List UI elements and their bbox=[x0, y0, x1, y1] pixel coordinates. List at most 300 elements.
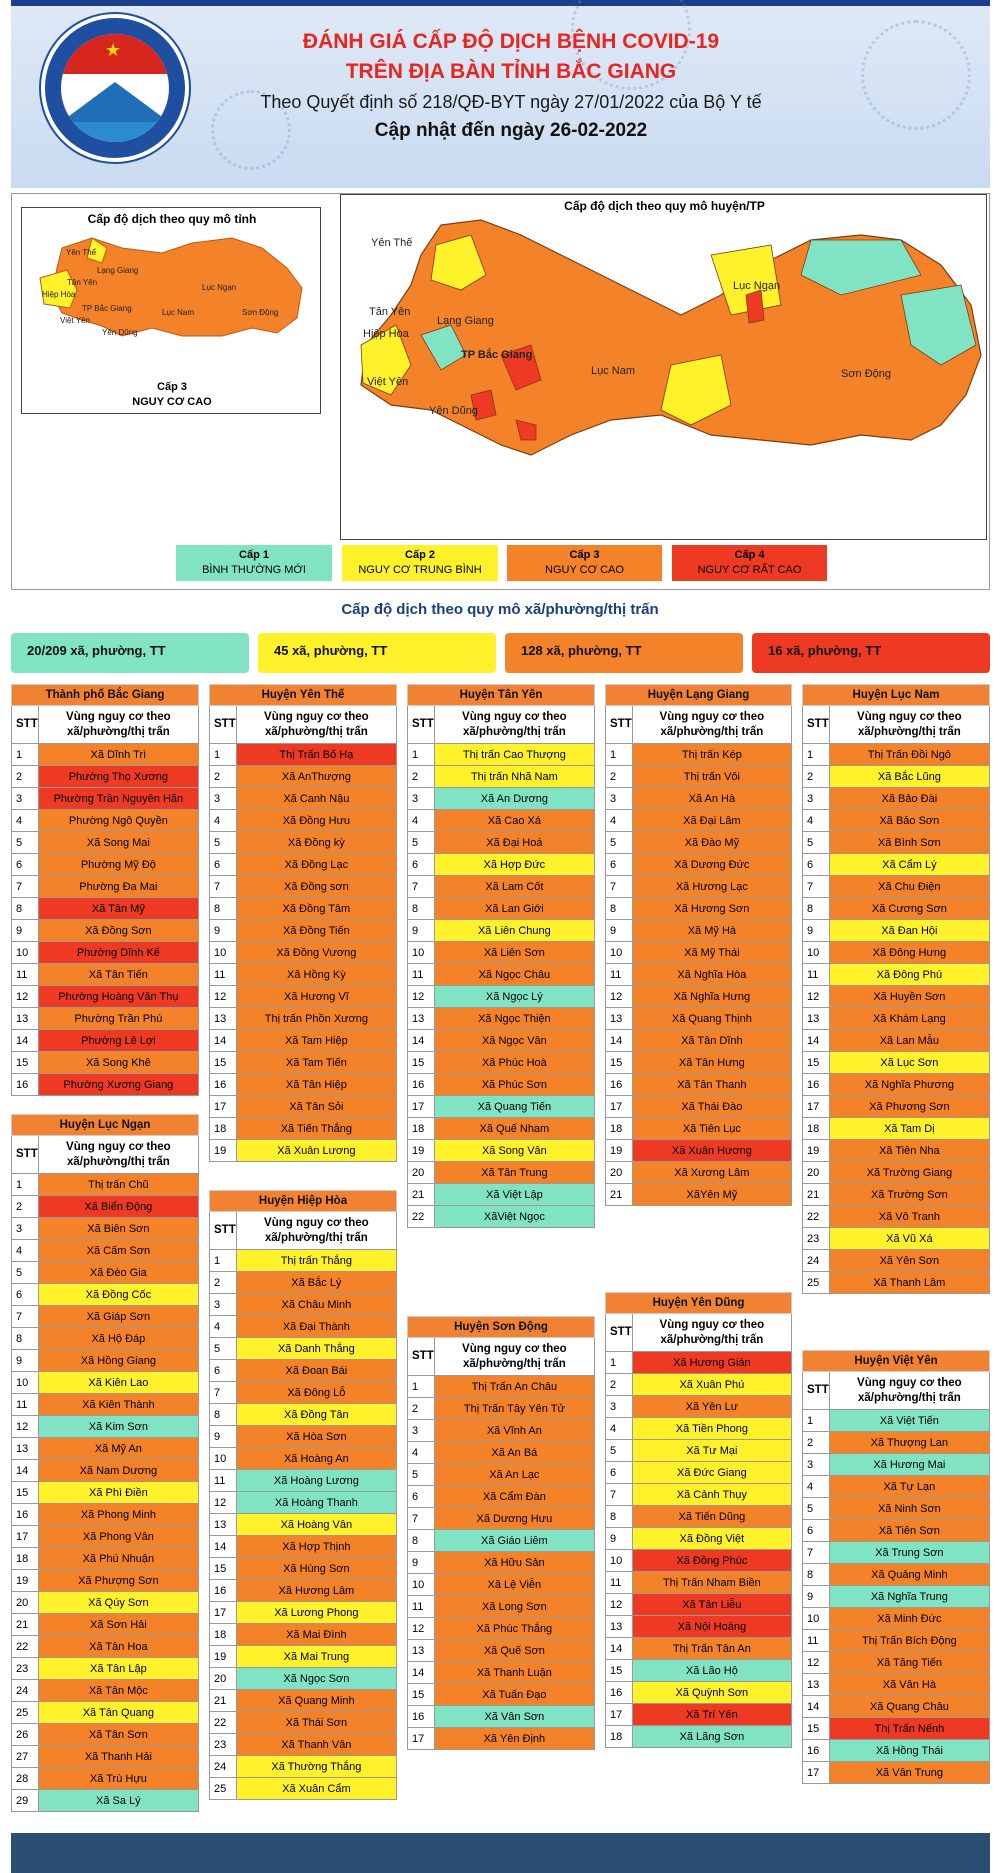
commune-name: Xã Đồng Tâm bbox=[236, 898, 396, 920]
commune-name: Xã Qúy Sơn bbox=[38, 1592, 198, 1614]
commune-name: Xã Phì Điền bbox=[38, 1482, 198, 1504]
commune-name: Xã Đồng Việt bbox=[632, 1528, 791, 1550]
commune-name: Xã Biển Động bbox=[38, 1196, 198, 1218]
table-row bbox=[606, 942, 792, 964]
table-row bbox=[606, 1096, 792, 1118]
row-number: 10 bbox=[803, 1608, 830, 1630]
footer-bar bbox=[11, 1833, 990, 1873]
row-number: 9 bbox=[408, 1552, 435, 1574]
district-table bbox=[605, 684, 792, 1206]
table-row bbox=[803, 1052, 990, 1074]
row-number: 14 bbox=[606, 1638, 633, 1660]
commune-name: Xã Tân Hoa bbox=[38, 1636, 198, 1658]
area-header: Vùng nguy cơ theo xã/phường/thị trấn bbox=[38, 1136, 198, 1174]
commune-name: Xã Thanh Luận bbox=[434, 1662, 594, 1684]
table-row bbox=[408, 1030, 595, 1052]
commune-name: Xã Hồng Kỳ bbox=[236, 964, 396, 986]
commune-name: Xã Liên Chung bbox=[434, 920, 594, 942]
table-row bbox=[12, 1284, 199, 1306]
row-number: 18 bbox=[606, 1726, 633, 1748]
table-row bbox=[606, 744, 792, 766]
row-number: 9 bbox=[12, 1350, 39, 1372]
row-number: 3 bbox=[803, 788, 830, 810]
row-number: 25 bbox=[803, 1272, 830, 1294]
row-number: 1 bbox=[12, 744, 39, 766]
commune-name: Xã Mỹ An bbox=[38, 1438, 198, 1460]
commune-name: Xã Phượng Sơn bbox=[38, 1570, 198, 1592]
table-row bbox=[12, 1438, 199, 1460]
row-number: 9 bbox=[12, 920, 39, 942]
row-number: 25 bbox=[12, 1702, 39, 1724]
row-number: 21 bbox=[606, 1184, 633, 1206]
commune-name: Xã Phong Minh bbox=[38, 1504, 198, 1526]
table-row bbox=[803, 1272, 990, 1294]
table-row bbox=[803, 788, 990, 810]
table-row bbox=[210, 1470, 397, 1492]
commune-name: Thị trấn Kép bbox=[632, 744, 791, 766]
commune-name: Xã Phong Vân bbox=[38, 1526, 198, 1548]
commune-name: Xã Lục Sơn bbox=[829, 1052, 989, 1074]
map-label: Lục Ngạn bbox=[202, 283, 237, 292]
table-row bbox=[606, 1162, 792, 1184]
table-row bbox=[803, 1228, 990, 1250]
row-number: 15 bbox=[606, 1660, 633, 1682]
commune-name: Xã Cảnh Thụy bbox=[632, 1484, 791, 1506]
commune-name: Xã Yên Lư bbox=[632, 1396, 791, 1418]
row-number: 28 bbox=[12, 1768, 39, 1790]
row-number: 6 bbox=[803, 854, 830, 876]
map-label: Yên Thế bbox=[66, 248, 97, 257]
row-number: 6 bbox=[606, 1462, 633, 1484]
table-row bbox=[606, 1184, 792, 1206]
table-row bbox=[210, 1404, 397, 1426]
table-row bbox=[12, 744, 199, 766]
row-number: 8 bbox=[12, 898, 39, 920]
table-row bbox=[210, 1580, 397, 1602]
row-number: 27 bbox=[12, 1746, 39, 1768]
table-row bbox=[210, 1602, 397, 1624]
commune-name: Xã Long Sơn bbox=[434, 1596, 594, 1618]
map-label: TP Bắc Giang bbox=[461, 349, 533, 361]
commune-name: Xã Xuân Hương bbox=[632, 1140, 791, 1162]
commune-name: Phường Lê Lợi bbox=[38, 1030, 198, 1052]
commune-name: Xã Tân Sỏi bbox=[236, 1096, 396, 1118]
table-row bbox=[12, 1328, 199, 1350]
commune-name: Xã Đông Phú bbox=[829, 964, 989, 986]
table-row bbox=[12, 832, 199, 854]
row-number: 7 bbox=[210, 876, 237, 898]
table-row bbox=[803, 1740, 990, 1762]
table-row bbox=[408, 1052, 595, 1074]
table-row bbox=[12, 1350, 199, 1372]
table-row bbox=[12, 854, 199, 876]
commune-name: Xã Vân Trung bbox=[829, 1762, 989, 1784]
table-row bbox=[210, 1294, 397, 1316]
row-number: 9 bbox=[210, 1426, 237, 1448]
table-row bbox=[210, 1074, 397, 1096]
row-number: 14 bbox=[210, 1030, 237, 1052]
table-row bbox=[606, 1528, 792, 1550]
commune-name: Xã Liên Sơn bbox=[434, 942, 594, 964]
row-number: 16 bbox=[210, 1074, 237, 1096]
commune-name: Xã Tân Tiến bbox=[38, 964, 198, 986]
commune-name: Xã Đan Hội bbox=[829, 920, 989, 942]
row-number: 16 bbox=[606, 1074, 633, 1096]
table-row bbox=[210, 1360, 397, 1382]
row-number: 13 bbox=[606, 1008, 633, 1030]
row-number: 14 bbox=[803, 1696, 830, 1718]
table-row bbox=[803, 1564, 990, 1586]
row-number: 13 bbox=[606, 1616, 633, 1638]
table-row bbox=[12, 1218, 199, 1240]
row-number: 1 bbox=[210, 1250, 237, 1272]
table-row bbox=[408, 1596, 595, 1618]
commune-name: Thị Trấn Nham Biền bbox=[632, 1572, 791, 1594]
district-name: Huyện Yên Thế bbox=[210, 685, 397, 706]
summary-level-4: 16 xã, phường, TT bbox=[752, 633, 990, 673]
commune-name: Xã Vĩnh An bbox=[434, 1420, 594, 1442]
table-row bbox=[408, 832, 595, 854]
row-number: 12 bbox=[803, 986, 830, 1008]
legend-level-3: Cấp 3 NGUY CƠ CAO bbox=[507, 545, 662, 581]
map-label: Yên Dũng bbox=[102, 328, 138, 337]
commune-name: Xã Nghĩa Phương bbox=[829, 1074, 989, 1096]
commune-name: Xã Đại Thành bbox=[236, 1316, 396, 1338]
table-row bbox=[12, 920, 199, 942]
commune-name: Xã Tuấn Đạo bbox=[434, 1684, 594, 1706]
stt-header: STT bbox=[606, 1314, 633, 1352]
table-row bbox=[408, 1096, 595, 1118]
table-row bbox=[803, 1074, 990, 1096]
row-number: 1 bbox=[606, 1352, 633, 1374]
table-row bbox=[408, 1640, 595, 1662]
commune-name: Xã Dương Hưu bbox=[434, 1508, 594, 1530]
table-row bbox=[12, 1702, 199, 1724]
row-number: 3 bbox=[408, 1420, 435, 1442]
table-row bbox=[12, 1416, 199, 1438]
table-row bbox=[210, 1448, 397, 1470]
commune-name: Xã Thượng Lan bbox=[829, 1432, 989, 1454]
row-number: 17 bbox=[408, 1096, 435, 1118]
row-number: 10 bbox=[12, 1372, 39, 1394]
table-row bbox=[210, 1426, 397, 1448]
commune-name: Xã Ninh Sơn bbox=[829, 1498, 989, 1520]
table-row bbox=[210, 1690, 397, 1712]
commune-name: Xã Xuân Phú bbox=[632, 1374, 791, 1396]
commune-name: Xã Lan Giới bbox=[434, 898, 594, 920]
row-number: 1 bbox=[606, 744, 633, 766]
table-row bbox=[606, 1660, 792, 1682]
table-row bbox=[12, 1658, 199, 1680]
row-number: 4 bbox=[12, 810, 39, 832]
commune-name: Xã Tân Dĩnh bbox=[632, 1030, 791, 1052]
commune-name: Xã Đông Lỗ bbox=[236, 1382, 396, 1404]
map-label: Yên Dũng bbox=[429, 405, 478, 417]
district-name: Huyện Lục Nam bbox=[803, 685, 990, 706]
table-row bbox=[803, 1630, 990, 1652]
commune-name: Xã Yên Sơn bbox=[829, 1250, 989, 1272]
commune-name: Xã Quế Nham bbox=[434, 1118, 594, 1140]
district-name: Huyện Sơn Động bbox=[408, 1317, 595, 1338]
row-number: 2 bbox=[12, 1196, 39, 1218]
table-row bbox=[606, 1396, 792, 1418]
table-row bbox=[12, 1306, 199, 1328]
row-number: 2 bbox=[408, 1398, 435, 1420]
row-number: 14 bbox=[12, 1460, 39, 1482]
commune-name: Xã Hòa Sơn bbox=[236, 1426, 396, 1448]
table-row bbox=[803, 832, 990, 854]
row-number: 6 bbox=[408, 854, 435, 876]
commune-name: Xã Tiên Nha bbox=[829, 1140, 989, 1162]
table-row bbox=[12, 986, 199, 1008]
row-number: 9 bbox=[408, 920, 435, 942]
row-number: 7 bbox=[210, 1382, 237, 1404]
commune-name: Xã Đào Mỹ bbox=[632, 832, 791, 854]
district-name: Huyện Yên Dũng bbox=[606, 1293, 792, 1314]
table-row bbox=[606, 1572, 792, 1594]
row-number: 11 bbox=[803, 964, 830, 986]
row-number: 7 bbox=[606, 876, 633, 898]
commune-name: Xã Đức Giang bbox=[632, 1462, 791, 1484]
commune-name: Xã Vân Sơn bbox=[434, 1706, 594, 1728]
commune-name: Xã Tân Liễu bbox=[632, 1594, 791, 1616]
table-row bbox=[12, 766, 199, 788]
map-label: Việt Yên bbox=[60, 316, 90, 325]
commune-name: Xã Hương Vĩ bbox=[236, 986, 396, 1008]
row-number: 10 bbox=[606, 1550, 633, 1572]
row-number: 11 bbox=[210, 964, 237, 986]
commune-name: Xã Bình Sơn bbox=[829, 832, 989, 854]
table-row bbox=[606, 1638, 792, 1660]
province-level: Cấp 3 bbox=[157, 381, 187, 393]
table-row bbox=[408, 876, 595, 898]
table-row bbox=[210, 744, 397, 766]
commune-name: Thị Trấn Tây Yên Tử bbox=[434, 1398, 594, 1420]
row-number: 6 bbox=[408, 1486, 435, 1508]
table-row bbox=[803, 920, 990, 942]
table-row bbox=[210, 1382, 397, 1404]
row-number: 16 bbox=[408, 1074, 435, 1096]
commune-name: Thị Trấn Bích Động bbox=[829, 1630, 989, 1652]
commune-name: Xã Bảo Đài bbox=[829, 788, 989, 810]
row-number: 12 bbox=[803, 1652, 830, 1674]
area-header: Vùng nguy cơ theo xã/phường/thị trấn bbox=[632, 706, 791, 744]
table-row bbox=[12, 1790, 199, 1812]
table-row bbox=[210, 1558, 397, 1580]
row-number: 9 bbox=[210, 920, 237, 942]
commune-name: Xã Đèo Gia bbox=[38, 1262, 198, 1284]
row-number: 14 bbox=[408, 1030, 435, 1052]
commune-name: Xã Hùng Sơn bbox=[236, 1558, 396, 1580]
row-number: 2 bbox=[606, 1374, 633, 1396]
row-number: 8 bbox=[803, 1564, 830, 1586]
row-number: 10 bbox=[606, 942, 633, 964]
commune-name: Xã Hợp Thịnh bbox=[236, 1536, 396, 1558]
table-row bbox=[408, 1074, 595, 1096]
table-row bbox=[408, 854, 595, 876]
legend-level-1: Cấp 1 BÌNH THƯỜNG MỚI bbox=[176, 545, 332, 581]
row-number: 9 bbox=[606, 920, 633, 942]
commune-name: Xã Cẩm Lý bbox=[829, 854, 989, 876]
table-row bbox=[12, 1372, 199, 1394]
map-label: Yên Thế bbox=[371, 237, 413, 249]
row-number: 1 bbox=[803, 1410, 830, 1432]
commune-name: Xã Đoan Bái bbox=[236, 1360, 396, 1382]
row-number: 6 bbox=[210, 1360, 237, 1382]
row-number: 9 bbox=[803, 1586, 830, 1608]
commune-name: Xã Mỹ Hà bbox=[632, 920, 791, 942]
row-number: 23 bbox=[210, 1734, 237, 1756]
row-number: 7 bbox=[12, 1306, 39, 1328]
row-number: 5 bbox=[210, 1338, 237, 1360]
row-number: 24 bbox=[12, 1680, 39, 1702]
row-number: 4 bbox=[210, 810, 237, 832]
row-number: 3 bbox=[210, 788, 237, 810]
table-row bbox=[803, 1118, 990, 1140]
table-row bbox=[606, 1726, 792, 1748]
row-number: 24 bbox=[803, 1250, 830, 1272]
row-number: 6 bbox=[12, 854, 39, 876]
row-number: 19 bbox=[803, 1140, 830, 1162]
table-row bbox=[606, 1462, 792, 1484]
row-number: 23 bbox=[803, 1228, 830, 1250]
table-row bbox=[408, 898, 595, 920]
table-row bbox=[606, 1484, 792, 1506]
commune-name: Xã Sơn Hải bbox=[38, 1614, 198, 1636]
row-number: 2 bbox=[803, 766, 830, 788]
row-number: 25 bbox=[210, 1778, 237, 1800]
row-number: 21 bbox=[12, 1614, 39, 1636]
commune-name: Xã Quỳnh Sơn bbox=[632, 1682, 791, 1704]
commune-name: Thị trấn Phồn Xương bbox=[236, 1008, 396, 1030]
table-row bbox=[606, 1616, 792, 1638]
commune-name: Xã Tân Trung bbox=[434, 1162, 594, 1184]
commune-name: Xã Quế Sơn bbox=[434, 1640, 594, 1662]
table-row bbox=[12, 1746, 199, 1768]
stt-header: STT bbox=[12, 1136, 39, 1174]
commune-name: Xã Vô Tranh bbox=[829, 1206, 989, 1228]
row-number: 21 bbox=[408, 1184, 435, 1206]
row-number: 12 bbox=[408, 986, 435, 1008]
table-row bbox=[12, 964, 199, 986]
table-row bbox=[803, 1030, 990, 1052]
commune-name: Thị trấn Vôi bbox=[632, 766, 791, 788]
province-map-title: Cấp độ dịch theo quy mô tỉnh bbox=[87, 212, 257, 226]
district-name: Huyện Hiệp Hòa bbox=[210, 1191, 397, 1212]
commune-name: Xã Yên Định bbox=[434, 1728, 594, 1750]
table-row bbox=[12, 1074, 199, 1096]
commune-name: Xã Bắc Lý bbox=[236, 1272, 396, 1294]
table-row bbox=[210, 1536, 397, 1558]
row-number: 15 bbox=[606, 1052, 633, 1074]
row-number: 13 bbox=[12, 1008, 39, 1030]
table-row bbox=[606, 1052, 792, 1074]
commune-name: Phường Hoàng Văn Thụ bbox=[38, 986, 198, 1008]
row-number: 11 bbox=[803, 1630, 830, 1652]
row-number: 13 bbox=[408, 1640, 435, 1662]
row-number: 11 bbox=[210, 1470, 237, 1492]
table-row bbox=[12, 1008, 199, 1030]
row-number: 19 bbox=[210, 1140, 237, 1162]
commune-name: Xã Bắc Lũng bbox=[829, 766, 989, 788]
commune-name: Xã Tiền Phong bbox=[632, 1418, 791, 1440]
commune-name: Xã Hồng Thái bbox=[829, 1740, 989, 1762]
commune-name: Xã Song Mai bbox=[38, 832, 198, 854]
commune-name: Xã Giáo Liêm bbox=[434, 1530, 594, 1552]
row-number: 1 bbox=[12, 1174, 39, 1196]
table-row bbox=[408, 1442, 595, 1464]
row-number: 13 bbox=[803, 1008, 830, 1030]
table-row bbox=[210, 1052, 397, 1074]
commune-name: Xã An Bá bbox=[434, 1442, 594, 1464]
table-row bbox=[606, 876, 792, 898]
row-number: 2 bbox=[12, 766, 39, 788]
row-number: 12 bbox=[12, 1416, 39, 1438]
table-row bbox=[12, 1614, 199, 1636]
table-row bbox=[408, 942, 595, 964]
table-row bbox=[606, 1682, 792, 1704]
table-row bbox=[803, 1476, 990, 1498]
commune-name: Xã Hương Lâm bbox=[236, 1580, 396, 1602]
row-number: 5 bbox=[408, 1464, 435, 1486]
commune-name: Xã Thanh Hải bbox=[38, 1746, 198, 1768]
row-number: 13 bbox=[210, 1514, 237, 1536]
commune-name: Xã Phúc Sơn bbox=[434, 1074, 594, 1096]
table-row bbox=[12, 788, 199, 810]
table-row bbox=[210, 1272, 397, 1294]
table-row bbox=[408, 1618, 595, 1640]
commune-name: Xã An Hà bbox=[632, 788, 791, 810]
table-row bbox=[803, 1162, 990, 1184]
row-number: 10 bbox=[408, 1574, 435, 1596]
row-number: 2 bbox=[803, 1432, 830, 1454]
table-row bbox=[12, 1052, 199, 1074]
table-row bbox=[803, 1206, 990, 1228]
table-row bbox=[12, 1680, 199, 1702]
table-row bbox=[606, 1594, 792, 1616]
table-row bbox=[210, 810, 397, 832]
commune-name: Xã Kim Sơn bbox=[38, 1416, 198, 1438]
commune-name: Xã Ngọc Vân bbox=[434, 1030, 594, 1052]
row-number: 13 bbox=[803, 1674, 830, 1696]
commune-name: Xã Cẩm Đàn bbox=[434, 1486, 594, 1508]
commune-name: Phường Xương Giang bbox=[38, 1074, 198, 1096]
commune-name: Thị Trấn Tân An bbox=[632, 1638, 791, 1660]
row-number: 5 bbox=[210, 832, 237, 854]
row-number: 3 bbox=[803, 1454, 830, 1476]
district-name: Huyện Lạng Giang bbox=[606, 685, 792, 706]
table-row bbox=[12, 1394, 199, 1416]
commune-name: Xã Hộ Đáp bbox=[38, 1328, 198, 1350]
table-row bbox=[803, 1410, 990, 1432]
row-number: 4 bbox=[606, 810, 633, 832]
row-number: 3 bbox=[606, 1396, 633, 1418]
stt-header: STT bbox=[803, 706, 830, 744]
row-number: 6 bbox=[12, 1284, 39, 1306]
row-number: 8 bbox=[803, 898, 830, 920]
row-number: 21 bbox=[803, 1184, 830, 1206]
commune-name: Xã Lãng Sơn bbox=[632, 1726, 791, 1748]
commune-name: Xã Đại Hoá bbox=[434, 832, 594, 854]
row-number: 12 bbox=[12, 986, 39, 1008]
table-row bbox=[210, 1712, 397, 1734]
row-number: 12 bbox=[408, 1618, 435, 1640]
table-row bbox=[210, 854, 397, 876]
commune-name: Xã Tăng Tiến bbox=[829, 1652, 989, 1674]
table-row bbox=[12, 1460, 199, 1482]
row-number: 2 bbox=[606, 766, 633, 788]
table-row bbox=[12, 876, 199, 898]
